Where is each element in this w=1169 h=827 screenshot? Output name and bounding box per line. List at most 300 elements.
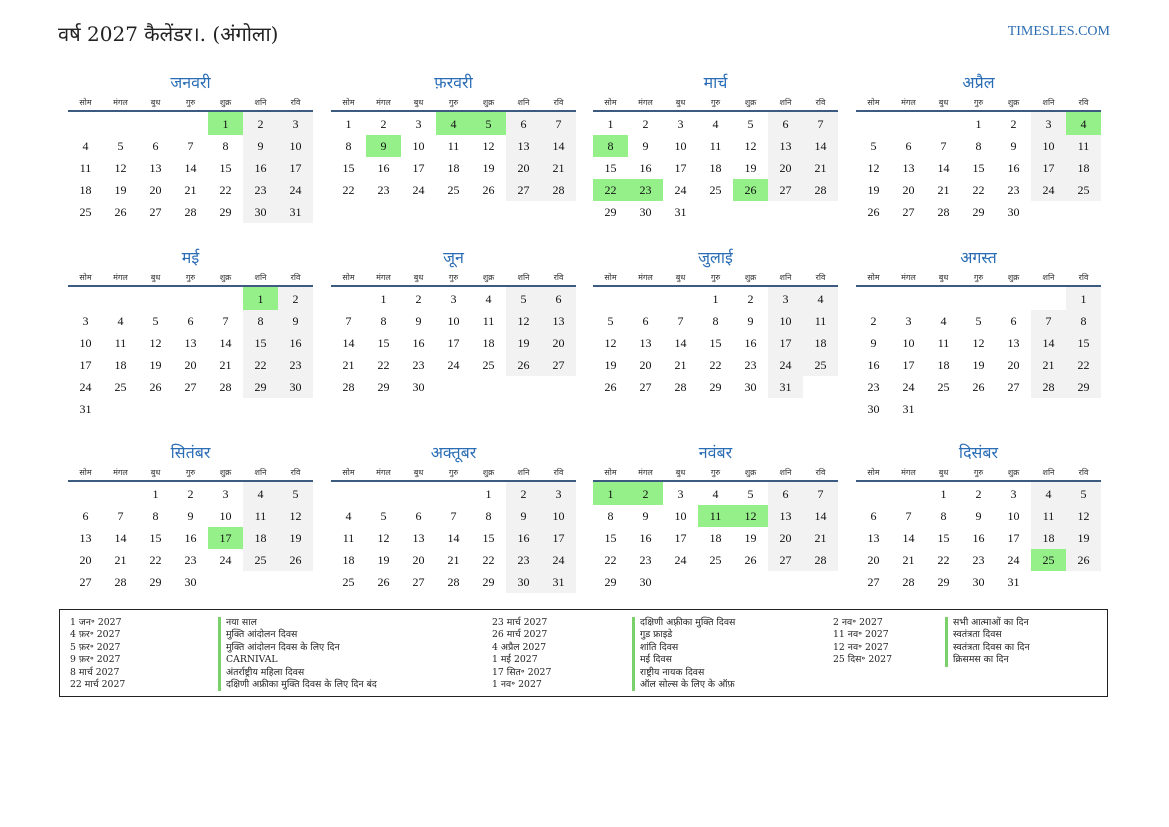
day-cell bbox=[891, 481, 926, 505]
weekday-header: मंगल bbox=[628, 269, 663, 286]
weekday-header: बुध bbox=[401, 94, 436, 111]
day-cell: 7 bbox=[803, 481, 838, 505]
month-name: फ़रवरी bbox=[434, 73, 473, 92]
day-cell: 15 bbox=[243, 332, 278, 354]
day-cell: 19 bbox=[972, 357, 985, 372]
day-cell: 1 bbox=[208, 111, 243, 135]
day-cell: 20 bbox=[506, 157, 541, 179]
day-cell: 2 bbox=[975, 486, 982, 501]
weekday-header: शुक्र bbox=[733, 269, 768, 286]
day-cell bbox=[243, 571, 278, 593]
day-cell: 25 bbox=[1066, 179, 1101, 201]
day-cell: 18 bbox=[114, 357, 127, 372]
day-cell: 10 bbox=[768, 310, 803, 332]
day-cell: 16 bbox=[278, 332, 313, 354]
day-cell: 11 bbox=[937, 335, 950, 350]
month-name: अप्रैल bbox=[962, 73, 995, 92]
day-cell: 22 bbox=[1066, 354, 1101, 376]
weekday-header: सोम bbox=[593, 94, 628, 111]
weekday-header: गुरु bbox=[436, 464, 471, 481]
weekday-header: गुरु bbox=[173, 94, 208, 111]
legend-row bbox=[833, 629, 1093, 641]
day-cell: 27 bbox=[412, 574, 425, 589]
weekday-header: बुध bbox=[138, 94, 173, 111]
month-calendar bbox=[856, 72, 1101, 223]
day-cell: 8 bbox=[152, 508, 159, 523]
day-cell: 24 bbox=[768, 354, 803, 376]
weekday-header: रवि bbox=[541, 269, 576, 286]
day-cell: 15 bbox=[482, 530, 495, 545]
day-cell: 24 bbox=[902, 379, 915, 394]
legend-row bbox=[833, 654, 1093, 666]
month-calendar bbox=[856, 442, 1101, 593]
weekday-header: गुरु bbox=[698, 269, 733, 286]
day-cell: 30 bbox=[744, 379, 757, 394]
day-cell: 23 bbox=[412, 357, 425, 372]
day-cell: 8 bbox=[975, 138, 982, 153]
day-cell bbox=[331, 481, 366, 505]
weekday-header: रवि bbox=[278, 464, 313, 481]
day-cell: 29 bbox=[377, 379, 390, 394]
day-cell: 27 bbox=[867, 574, 880, 589]
day-cell bbox=[173, 286, 208, 310]
month-name: सितंबर bbox=[170, 443, 211, 462]
day-cell: 12 bbox=[1066, 505, 1101, 527]
day-cell: 15 bbox=[604, 530, 617, 545]
day-cell: 8 bbox=[380, 313, 387, 328]
day-cell: 24 bbox=[541, 549, 576, 571]
day-cell: 7 bbox=[117, 508, 124, 523]
month-table bbox=[856, 94, 1101, 223]
month-name: दिसंबर bbox=[958, 443, 999, 462]
legend-column bbox=[492, 617, 822, 691]
month-table bbox=[68, 269, 313, 420]
day-cell bbox=[996, 398, 1031, 420]
day-cell: 5 bbox=[870, 138, 877, 153]
page-title: वर्ष 2027 कैलेंडर।. (अंगोला) bbox=[58, 22, 279, 46]
day-cell: 5 bbox=[506, 286, 541, 310]
day-cell: 11 bbox=[803, 310, 838, 332]
weekday-header: गुरु bbox=[698, 94, 733, 111]
day-cell: 3 bbox=[278, 111, 313, 135]
day-cell: 5 bbox=[607, 313, 614, 328]
day-cell: 22 bbox=[342, 182, 355, 197]
day-cell bbox=[926, 286, 961, 310]
weekday-header: सोम bbox=[593, 464, 628, 481]
day-cell bbox=[68, 286, 103, 310]
day-cell: 16 bbox=[243, 157, 278, 179]
month-calendar bbox=[331, 72, 576, 201]
day-cell: 7 bbox=[222, 313, 229, 328]
day-cell: 6 bbox=[1010, 313, 1017, 328]
weekday-header: शनि bbox=[1031, 94, 1066, 111]
day-cell: 6 bbox=[506, 111, 541, 135]
day-cell: 30 bbox=[412, 379, 425, 394]
day-cell: 25 bbox=[447, 182, 460, 197]
holiday-date: 4 फ़र॰ 2027 bbox=[70, 629, 121, 641]
day-cell: 4 bbox=[940, 313, 947, 328]
day-cell: 7 bbox=[1031, 310, 1066, 332]
day-cell: 3 bbox=[905, 313, 912, 328]
day-cell bbox=[68, 111, 103, 135]
holiday-name: CARNIVAL bbox=[218, 654, 278, 666]
day-cell: 23 bbox=[744, 357, 757, 372]
day-cell: 10 bbox=[278, 135, 313, 157]
day-cell: 16 bbox=[867, 357, 880, 372]
weekday-header: सोम bbox=[856, 269, 891, 286]
day-cell: 20 bbox=[902, 182, 915, 197]
legend-row bbox=[492, 642, 822, 654]
day-cell: 16 bbox=[184, 530, 197, 545]
legend-row bbox=[833, 617, 1093, 629]
day-cell bbox=[436, 481, 471, 505]
day-cell: 6 bbox=[415, 508, 422, 523]
day-cell: 2 bbox=[1010, 116, 1017, 131]
day-cell: 1 bbox=[345, 116, 352, 131]
month-table bbox=[331, 269, 576, 398]
day-cell: 25 bbox=[1031, 549, 1066, 571]
day-cell bbox=[138, 286, 173, 310]
weekday-header: शुक्र bbox=[471, 464, 506, 481]
day-cell: 16 bbox=[972, 530, 985, 545]
day-cell: 19 bbox=[744, 530, 757, 545]
day-cell: 27 bbox=[506, 179, 541, 201]
day-cell: 5 bbox=[975, 313, 982, 328]
weekday-header: सोम bbox=[331, 464, 366, 481]
holiday-name: गुड फ्राइडे bbox=[632, 629, 672, 641]
day-cell: 19 bbox=[604, 357, 617, 372]
day-cell: 26 bbox=[149, 379, 162, 394]
site-link[interactable]: TIMESLES.COM bbox=[1007, 24, 1110, 39]
day-cell: 5 bbox=[117, 138, 124, 153]
month-table bbox=[856, 269, 1101, 420]
day-cell: 7 bbox=[345, 313, 352, 328]
weekday-header: मंगल bbox=[891, 269, 926, 286]
day-cell: 26 bbox=[482, 182, 495, 197]
day-cell: 3 bbox=[1031, 111, 1066, 135]
day-cell bbox=[208, 286, 243, 310]
day-cell: 24 bbox=[278, 179, 313, 201]
day-cell: 14 bbox=[184, 160, 197, 175]
day-cell: 8 bbox=[593, 135, 628, 157]
month-table bbox=[331, 464, 576, 593]
month-calendar bbox=[593, 247, 838, 398]
day-cell: 20 bbox=[867, 552, 880, 567]
day-cell: 28 bbox=[219, 379, 232, 394]
day-cell: 8 bbox=[1066, 310, 1101, 332]
day-cell: 13 bbox=[149, 160, 162, 175]
day-cell: 31 bbox=[1007, 574, 1020, 589]
month-table bbox=[593, 94, 838, 223]
day-cell: 19 bbox=[506, 332, 541, 354]
day-cell: 5 bbox=[1066, 481, 1101, 505]
day-cell: 14 bbox=[447, 530, 460, 545]
day-cell: 10 bbox=[674, 138, 687, 153]
day-cell: 30 bbox=[243, 201, 278, 223]
day-cell: 15 bbox=[377, 335, 390, 350]
day-cell: 31 bbox=[768, 376, 803, 398]
weekday-header: शुक्र bbox=[733, 94, 768, 111]
legend-row bbox=[70, 629, 400, 641]
legend-row bbox=[833, 642, 1093, 654]
day-cell: 30 bbox=[1007, 204, 1020, 219]
day-cell: 1 bbox=[243, 286, 278, 310]
weekday-header: शनि bbox=[768, 464, 803, 481]
weekday-header: बुध bbox=[663, 464, 698, 481]
day-cell: 23 bbox=[506, 549, 541, 571]
holiday-name: अंतर्राष्ट्रीय महिला दिवस bbox=[218, 667, 304, 679]
day-cell: 26 bbox=[972, 379, 985, 394]
holiday-date: 1 मई 2027 bbox=[492, 654, 538, 666]
day-cell bbox=[1066, 201, 1101, 223]
legend-row bbox=[492, 654, 822, 666]
day-cell: 12 bbox=[744, 138, 757, 153]
day-cell bbox=[278, 571, 313, 593]
day-cell bbox=[698, 571, 733, 593]
weekday-header: गुरु bbox=[961, 464, 996, 481]
weekday-header: शनि bbox=[1031, 464, 1066, 481]
month-name: अगस्त bbox=[960, 248, 997, 267]
day-cell: 15 bbox=[219, 160, 232, 175]
day-cell: 10 bbox=[541, 505, 576, 527]
day-cell: 15 bbox=[1066, 332, 1101, 354]
day-cell: 9 bbox=[1010, 138, 1017, 153]
day-cell: 12 bbox=[482, 138, 495, 153]
day-cell: 17 bbox=[768, 332, 803, 354]
day-cell: 13 bbox=[768, 505, 803, 527]
day-cell: 16 bbox=[1007, 160, 1020, 175]
weekday-header: बुध bbox=[926, 464, 961, 481]
weekday-header: शनि bbox=[768, 269, 803, 286]
weekday-header: गुरु bbox=[961, 94, 996, 111]
day-cell: 18 bbox=[79, 182, 92, 197]
month-calendar bbox=[331, 247, 576, 398]
day-cell: 15 bbox=[149, 530, 162, 545]
day-cell: 8 bbox=[485, 508, 492, 523]
day-cell bbox=[541, 376, 576, 398]
day-cell: 23 bbox=[278, 354, 313, 376]
day-cell: 21 bbox=[447, 552, 460, 567]
weekday-header: रवि bbox=[278, 269, 313, 286]
day-cell: 5 bbox=[747, 486, 754, 501]
day-cell: 3 bbox=[222, 486, 229, 501]
day-cell: 29 bbox=[482, 574, 495, 589]
day-cell: 13 bbox=[412, 530, 425, 545]
day-cell bbox=[208, 571, 243, 593]
day-cell bbox=[436, 376, 471, 398]
day-cell: 21 bbox=[937, 182, 950, 197]
day-cell: 17 bbox=[278, 157, 313, 179]
day-cell: 21 bbox=[1031, 354, 1066, 376]
day-cell: 15 bbox=[709, 335, 722, 350]
day-cell: 10 bbox=[412, 138, 425, 153]
holiday-date: 25 दिस॰ 2027 bbox=[833, 654, 892, 666]
month-calendar bbox=[68, 247, 313, 420]
day-cell: 17 bbox=[541, 527, 576, 549]
day-cell bbox=[401, 481, 436, 505]
legend-column bbox=[70, 617, 400, 691]
day-cell: 2 bbox=[870, 313, 877, 328]
day-cell: 17 bbox=[208, 527, 243, 549]
day-cell: 6 bbox=[642, 313, 649, 328]
day-cell: 10 bbox=[1007, 508, 1020, 523]
day-cell bbox=[926, 111, 961, 135]
day-cell: 16 bbox=[639, 530, 652, 545]
month-table bbox=[856, 464, 1101, 593]
day-cell: 18 bbox=[1031, 527, 1066, 549]
day-cell bbox=[996, 286, 1031, 310]
day-cell: 23 bbox=[867, 379, 880, 394]
day-cell: 1 bbox=[1066, 286, 1101, 310]
day-cell: 14 bbox=[342, 335, 355, 350]
day-cell: 11 bbox=[482, 313, 495, 328]
month-calendar bbox=[593, 72, 838, 223]
legend-row bbox=[492, 679, 822, 691]
day-cell: 10 bbox=[79, 335, 92, 350]
day-cell: 9 bbox=[975, 508, 982, 523]
day-cell: 15 bbox=[604, 160, 617, 175]
day-cell: 14 bbox=[803, 505, 838, 527]
day-cell: 22 bbox=[243, 354, 278, 376]
holiday-name: मुक्ति आंदोलन दिवस के लिए दिन bbox=[218, 642, 340, 654]
day-cell: 20 bbox=[541, 332, 576, 354]
day-cell bbox=[628, 286, 663, 310]
day-cell: 20 bbox=[768, 157, 803, 179]
day-cell: 24 bbox=[1031, 179, 1066, 201]
day-cell: 27 bbox=[902, 204, 915, 219]
day-cell: 24 bbox=[219, 552, 232, 567]
day-cell: 9 bbox=[506, 505, 541, 527]
day-cell: 19 bbox=[114, 182, 127, 197]
day-cell: 28 bbox=[937, 204, 950, 219]
day-cell: 3 bbox=[82, 313, 89, 328]
day-cell bbox=[103, 481, 138, 505]
day-cell: 26 bbox=[733, 179, 768, 201]
day-cell: 24 bbox=[1007, 552, 1020, 567]
day-cell: 23 bbox=[639, 552, 652, 567]
day-cell: 25 bbox=[342, 574, 355, 589]
day-cell: 18 bbox=[342, 552, 355, 567]
day-cell: 26 bbox=[114, 204, 127, 219]
legend-row bbox=[70, 679, 400, 691]
day-cell: 14 bbox=[674, 335, 687, 350]
day-cell bbox=[471, 376, 506, 398]
day-cell: 4 bbox=[243, 481, 278, 505]
day-cell: 1 bbox=[712, 291, 719, 306]
day-cell bbox=[173, 398, 208, 420]
day-cell: 22 bbox=[482, 552, 495, 567]
day-cell: 11 bbox=[447, 138, 460, 153]
day-cell: 6 bbox=[152, 138, 159, 153]
day-cell: 12 bbox=[506, 310, 541, 332]
weekday-header: मंगल bbox=[103, 269, 138, 286]
day-cell: 14 bbox=[937, 160, 950, 175]
weekday-header: सोम bbox=[856, 464, 891, 481]
weekday-header: शनि bbox=[1031, 269, 1066, 286]
day-cell bbox=[1031, 286, 1066, 310]
day-cell: 27 bbox=[79, 574, 92, 589]
weekday-header: बुध bbox=[926, 94, 961, 111]
day-cell: 2 bbox=[243, 111, 278, 135]
day-cell: 30 bbox=[639, 204, 652, 219]
day-cell: 29 bbox=[972, 204, 985, 219]
weekday-header: बुध bbox=[138, 269, 173, 286]
day-cell: 15 bbox=[937, 530, 950, 545]
day-cell: 8 bbox=[940, 508, 947, 523]
day-cell: 17 bbox=[674, 160, 687, 175]
day-cell: 3 bbox=[541, 481, 576, 505]
day-cell: 16 bbox=[639, 160, 652, 175]
day-cell bbox=[856, 481, 891, 505]
day-cell: 14 bbox=[1031, 332, 1066, 354]
day-cell: 29 bbox=[1066, 376, 1101, 398]
day-cell bbox=[803, 376, 838, 398]
day-cell: 26 bbox=[867, 204, 880, 219]
day-cell: 21 bbox=[803, 527, 838, 549]
weekday-header: शुक्र bbox=[733, 464, 768, 481]
day-cell: 22 bbox=[709, 357, 722, 372]
day-cell: 13 bbox=[902, 160, 915, 175]
holiday-date: 12 नव॰ 2027 bbox=[833, 641, 889, 653]
day-cell: 21 bbox=[803, 157, 838, 179]
weekday-header: रवि bbox=[1066, 269, 1101, 286]
legend-row bbox=[492, 667, 822, 679]
day-cell bbox=[733, 571, 768, 593]
day-cell: 12 bbox=[149, 335, 162, 350]
day-cell: 2 bbox=[506, 481, 541, 505]
day-cell: 29 bbox=[937, 574, 950, 589]
day-cell: 20 bbox=[639, 357, 652, 372]
day-cell: 28 bbox=[184, 204, 197, 219]
weekday-header: गुरु bbox=[961, 269, 996, 286]
day-cell: 28 bbox=[541, 179, 576, 201]
weekday-header: शुक्र bbox=[208, 464, 243, 481]
day-cell: 20 bbox=[79, 552, 92, 567]
day-cell bbox=[138, 111, 173, 135]
weekday-header: शुक्र bbox=[996, 464, 1031, 481]
day-cell: 2 bbox=[642, 116, 649, 131]
day-cell: 19 bbox=[482, 160, 495, 175]
day-cell: 9 bbox=[366, 135, 401, 157]
day-cell bbox=[856, 286, 891, 310]
legend-row bbox=[70, 642, 400, 654]
day-cell: 13 bbox=[79, 530, 92, 545]
day-cell: 19 bbox=[149, 357, 162, 372]
day-cell: 14 bbox=[803, 135, 838, 157]
day-cell: 3 bbox=[1010, 486, 1017, 501]
day-cell: 9 bbox=[278, 310, 313, 332]
day-cell bbox=[926, 398, 961, 420]
day-cell: 29 bbox=[219, 204, 232, 219]
day-cell: 12 bbox=[377, 530, 390, 545]
day-cell: 23 bbox=[628, 179, 663, 201]
month-table bbox=[593, 269, 838, 398]
day-cell: 6 bbox=[905, 138, 912, 153]
weekday-header: सोम bbox=[68, 269, 103, 286]
month-table bbox=[331, 94, 576, 201]
holiday-date: 22 मार्च 2027 bbox=[70, 678, 126, 690]
day-cell: 18 bbox=[447, 160, 460, 175]
day-cell: 11 bbox=[114, 335, 127, 350]
day-cell: 7 bbox=[803, 111, 838, 135]
legend-row bbox=[70, 654, 400, 666]
weekday-header: शनि bbox=[243, 94, 278, 111]
day-cell: 26 bbox=[1066, 549, 1101, 571]
weekday-header: रवि bbox=[541, 94, 576, 111]
month-table bbox=[593, 464, 838, 593]
day-cell: 31 bbox=[674, 204, 687, 219]
weekday-header: बुध bbox=[401, 464, 436, 481]
